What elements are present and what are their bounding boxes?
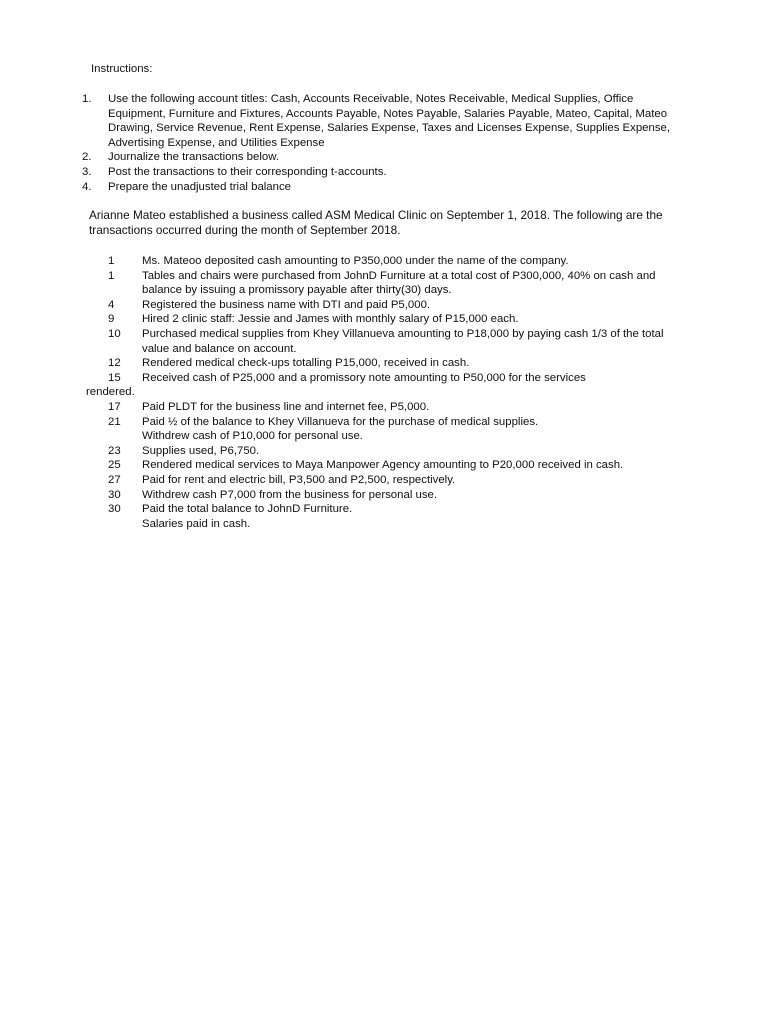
- instruction-text: Use the following account titles: Cash, Accounts Receivable, Notes Receivable, Medical Supplies, Office Equipment, Furniture and Fixtures, Accounts Payable, Notes Payable, Salaries Payable, Mateo, Capital, Mateo Drawing, Service Revenue, Rent Expense, Salaries Expense, Taxes and Licenses Expense, Supplies Expense, Advertising Expense, and Utilities Expense: [108, 93, 671, 149]
- instructions-list: [82, 92, 682, 194]
- transaction-day: 10: [108, 327, 121, 340]
- transaction-text: Hired 2 clinic staff: Jessie and James with monthly salary of P15,000 each.: [142, 313, 519, 326]
- transaction-day: 1: [108, 255, 115, 267]
- transaction-text: Tables and chairs were purchased from JohnD Furniture at a total cost of P300,000, 40% on cash and balance by issuing a promissory payable after thirty(30) days.: [142, 269, 656, 297]
- transaction-item: [108, 429, 688, 444]
- transaction-item: [108, 312, 688, 327]
- transaction-text: Ms. Mateoo deposited cash amounting to P350,000 under the name of the company.: [142, 255, 569, 267]
- intro-paragraph: [89, 208, 689, 237]
- transaction-text: Paid PLDT for the business line and internet fee, P5,000.: [142, 400, 430, 413]
- transaction-day: 15: [108, 371, 121, 384]
- transaction-text: Received cash of P25,000 and a promissory note amounting to P50,000 for the services: [142, 371, 586, 384]
- transaction-item: [108, 502, 688, 517]
- transaction-day: 21: [108, 415, 121, 428]
- transaction-day: 25: [108, 459, 121, 472]
- transaction-day: 23: [108, 444, 121, 457]
- transaction-day: 17: [108, 400, 121, 413]
- transaction-text: Registered the business name with DTI and paid P5,000.: [142, 298, 431, 311]
- transaction-day: 12: [108, 357, 121, 370]
- transaction-text: Withdrew cash P7,000 from the business for personal use.: [142, 488, 438, 501]
- instruction-number: 2.: [82, 151, 92, 164]
- transaction-day: 9: [108, 313, 115, 326]
- intro-text: Arianne Mateo established a business called ASM Medical Clinic on September 1, 2018. The following are the transactions occurred during the month of September 2018.: [89, 208, 663, 237]
- transaction-item: [108, 356, 688, 371]
- transaction-item: [108, 298, 688, 313]
- instructions-heading: Instructions:: [91, 63, 153, 75]
- instruction-text: Post the transactions to their corresponding t-accounts.: [108, 165, 387, 178]
- transaction-text: Paid for rent and electric bill, P3,500 and P2,500, respectively.: [142, 473, 456, 486]
- transaction-day: 30: [108, 488, 121, 501]
- transaction-item: [108, 415, 688, 430]
- transaction-day: 30: [108, 503, 121, 516]
- instruction-item: [82, 150, 682, 165]
- instruction-text: Journalize the transactions below.: [108, 151, 279, 164]
- transaction-text: Purchased medical supplies from Khey Villanueva amounting to P18,000 by paying cash 1/3 of the total value and balance on account.: [142, 327, 664, 355]
- transaction-text: Paid the total balance to JohnD Furniture.: [142, 503, 353, 516]
- transaction-text: Paid ½ of the balance to Khey Villanueva for the purchase of medical supplies.: [142, 415, 539, 428]
- instruction-number: 3.: [82, 165, 92, 178]
- transaction-text: Rendered medical check-ups totalling P15,000, received in cash.: [142, 357, 470, 370]
- transaction-item: [108, 254, 688, 269]
- transaction-day: 27: [108, 473, 121, 486]
- transaction-day: 4: [108, 298, 115, 311]
- transaction-day: [108, 517, 142, 532]
- transaction-text: Salaries paid in cash.: [142, 517, 251, 530]
- transaction-text: Withdrew cash of P10,000 for personal use.: [142, 430, 363, 443]
- instruction-text: Prepare the unadjusted trial balance: [108, 180, 292, 193]
- transaction-text: Rendered medical services to Maya Manpower Agency amounting to P20,000 received in cash.: [142, 459, 624, 472]
- instruction-number: 4.: [82, 180, 92, 193]
- transactions-list: [86, 254, 688, 531]
- instruction-number: 1.: [82, 93, 92, 105]
- transaction-item: [108, 517, 688, 532]
- transaction-item: [108, 269, 688, 298]
- instruction-item: [82, 165, 682, 180]
- transaction-item: [108, 371, 688, 386]
- transaction-item: [108, 488, 688, 503]
- transaction-item: [108, 458, 688, 473]
- transaction-text: Supplies used, P6,750.: [142, 444, 260, 457]
- transaction-day: [108, 429, 142, 444]
- instruction-item: [82, 180, 682, 195]
- transaction-item: [108, 444, 688, 459]
- transaction-continuation: rendered.: [86, 386, 135, 399]
- transaction-item: [108, 400, 688, 415]
- instruction-item: [82, 92, 682, 150]
- transaction-day: 1: [108, 269, 115, 282]
- transaction-item: [108, 327, 688, 356]
- transaction-item: [108, 473, 688, 488]
